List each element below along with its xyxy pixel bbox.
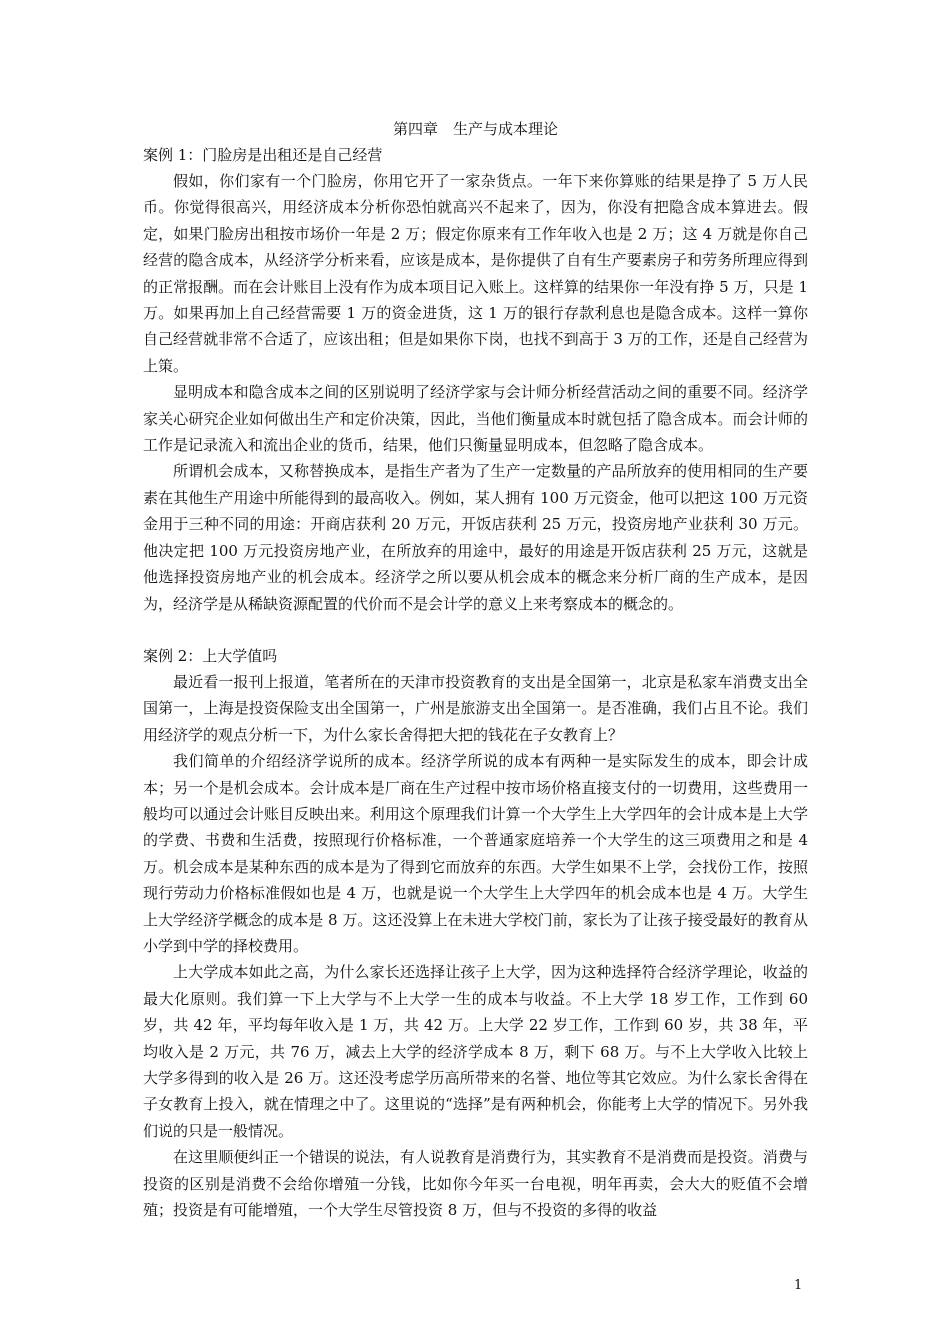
case-1-paragraph-1: 假如，你们家有一个门脸房，你用它开了一家杂货点。一年下来你算账的结果是挣了 5 万人民币。你觉得很高兴，用经济成本分析你恐怕就高兴不起来了，因为，你没有把隐含成本算进去。假定，如果门脸房出租按市场价一年是 2 万；假定你原来有工作年收入也是 2 万；这 4 万就是你自己经营的隐含成本，从经济学分析来看，应该是成本，是你提供了自有生产要素房子和劳务所理应得到的正常报酬。而在会计账目上没有作为成本项目记入账上。这样算的结果你一年没有挣 5 万，只是 1 万。如果再加上自己经营需要 1 万的资金进货，这 1 万的银行存款利息也是隐含成本。这样一算你自己经营就非常不合适了，应该出租；但是如果你下岗，也找不到高于 3 万的工作，还是自己经营为上策。 [143,172,808,375]
case-2-heading: 案例 2：上大学值吗 [143,646,278,665]
case-1-paragraph-2: 显明成本和隐含成本之间的区别说明了经济学家与会计师分析经营活动之间的重要不同。经济学家关心研究企业如何做出生产和定价决策，因此，当他们衡量成本时就包括了隐含成本。而会计师的工作是记录流入和流出企业的货币，结果，他们只衡量显明成本，但忽略了隐含成本。 [143,383,808,455]
case-2-paragraph-3: 上大学成本如此之高，为什么家长还选择让孩子上大学，因为这种选择符合经济学理论，收益的最大化原则。我们算一下上大学与不上大学一生的成本与收益。不上大学 18 岁工作，工作到 60 岁，共 42 年，平均每年收入是 1 万，共 42 万。上大学 22 岁工作，工作到 60 岁，共 38 年，平均收入是 2 万元，共 76 万，减去上大学的经济学成本 8 万，剩下 68 万。与不上大学收入比较上大学多得到的收入是 26 万。这还没考虑学历高所带来的名誉、地位等其它效应。为什么家长舍得在子女教育上投入，就在情理之中了。这里说的“选择”是有两种机会，你能考上大学的情况下。另外我们说的只是一般情况。 [143,963,808,1140]
section-spacer [143,617,808,643]
case-1-section [143,142,808,617]
case-2-paragraph-4: 在这里顺便纠正一个错误的说法，有人说教育是消费行为，其实教育不是消费而是投资。消费与投资的区别是消费不会给你增殖一分钱，比如你今年买一台电视，明年再卖，会大大的贬值不会增殖；投资是有可能增殖，一个大学生尽管投资 8 万，但与不投资的多得的收益 [143,1148,808,1220]
chapter-title: 第四章 生产与成本理论 [392,120,558,138]
case-1-heading: 案例 1：门脸房是出租还是自己经营 [143,146,383,164]
case-2-paragraph-2: 我们简单的介绍经济学说所的成本。经济学所说的成本有两种一是实际发生的成本，即会计成本；另一个是机会成本。会计成本是厂商在生产过程中按市场价格直接支付的一切费用，这些费用一般均可以通过会计账目反映出来。利用这个原理我们计算一个大学生上大学四年的会计成本是上大学的学费、书费和生活费，按照现行价格标准，一个普通家庭培养一个大学生的这三项费用之和是 4 万。机会成本是某种东西的成本是为了得到它而放弃的东西。大学生如果不上学，会找份工作，按照现行劳动力价格标准假如也是 4 万，也就是说一个大学生上大学四年的机会成本也是 4 万。大学生上大学经济学概念的成本是 8 万。这还没算上在未进大学校门前，家长为了让孩子接受最好的教育从小学到中学的择校费用。 [143,752,808,955]
case-2-paragraph-1: 最近看一报刊上报道，笔者所在的天津市投资教育的支出是全国第一，北京是私家车消费支出全国第一，上海是投资保险支出全国第一，广州是旅游支出全国第一。是否准确，我们占且不论。我们用经济学的观点分析一下，为什么家长舍得把大把的钱花在子女教育上？ [143,672,808,744]
case-1-paragraph-3: 所谓机会成本，又称替换成本，是指生产者为了生产一定数量的产品所放弃的使用相同的生产要素在其他生产用途中所能得到的最高收入。例如，某人拥有 100 万元资金，他可以把这 100 万元资金用于三种不同的用途：开商店获利 20 万元，开饭店获利 25 万元，投资房地产业获利 30 万元。他决定把 100 万元投资房地产业，在所放弃的用途中，最好的用途是开饭店获利 25 万元，这就是他选择投资房地产业的机会成本。经济学之所以要从机会成本的概念来分析厂商的生产成本，是因为，经济学是从稀缺资源配置的代价而不是会计学的意义上来考察成本的概念的。 [143,462,808,613]
case-2-section [143,643,808,1224]
page-number: 1 [794,1278,803,1293]
document-page [143,116,808,1223]
